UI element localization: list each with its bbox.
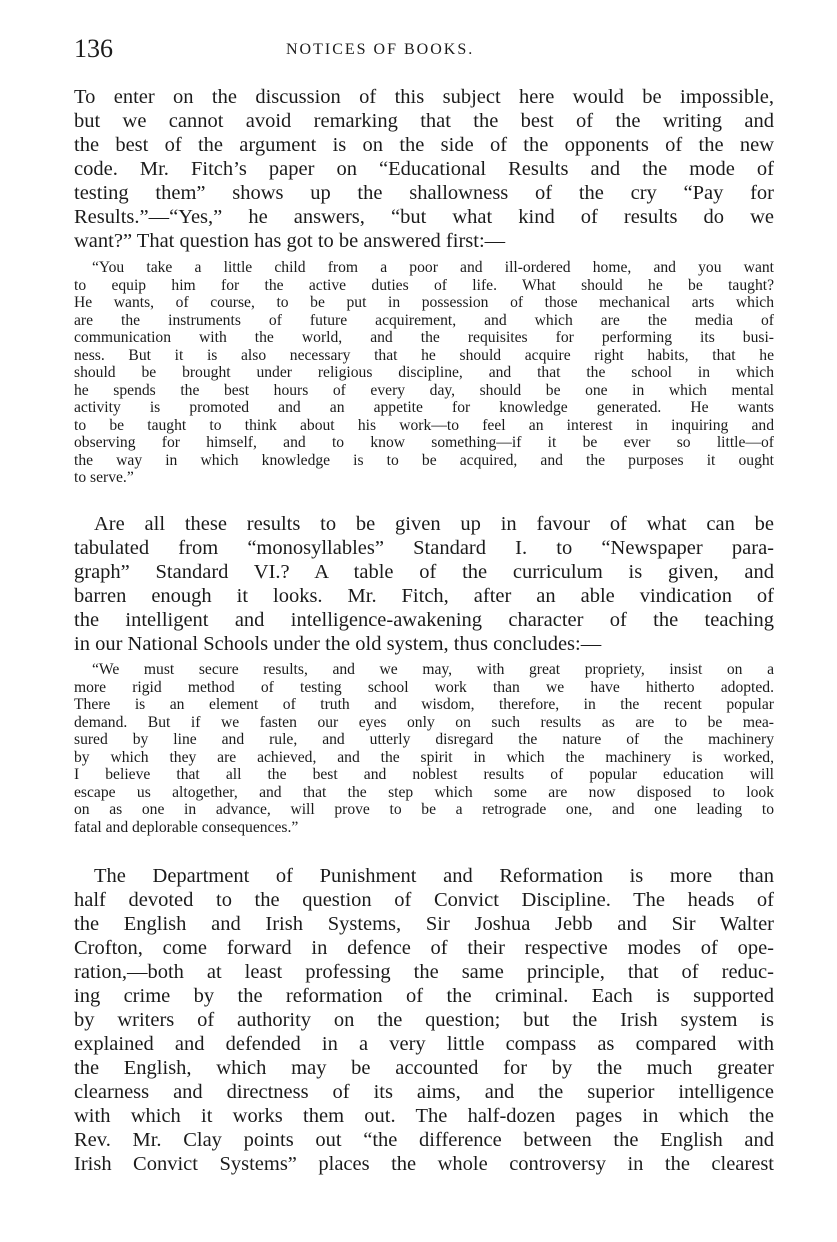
text-line: activity is promoted and an appetite for knowledge generated. He wants — [74, 399, 774, 416]
text-line: the English, which may be accounted for by the much greater — [74, 1057, 774, 1079]
text-line: tabulated from “monosyllables” Standard I. to “Newspaper para- — [74, 537, 774, 559]
text-line: to equip him for the active duties of life. What should he be taught? — [74, 276, 774, 294]
text-line: Crofton, come forward in defence of their respective modes of ope- — [74, 937, 774, 959]
text-line: by which they are achieved, and the spirit in which the machinery is worked, — [74, 748, 774, 766]
text-line: demand. But if we fasten our eyes only on such results as are to be mea- — [74, 713, 774, 731]
text-line: ing crime by the reformation of the criminal. Each is supported — [74, 985, 774, 1007]
paragraph-2 — [74, 512, 774, 656]
text-line: the intelligent and intelligence-awakening character of the teaching — [74, 609, 774, 631]
text-line: There is an element of truth and wisdom, therefore, in the recent popular — [74, 696, 774, 713]
text-line: graph” Standard VI.? A table of the curriculum is given, and — [74, 561, 774, 583]
text-line: sured by line and rule, and utterly disregard the nature of the machinery — [74, 731, 774, 748]
text-line: want?” That question has got to be answered first:— — [74, 230, 506, 252]
text-line: ness. But it is also necessary that he should acquire right habits, that he — [74, 346, 774, 364]
text-line: Results.”—“Yes,” he answers, “but what kind of results do we — [74, 206, 774, 228]
quotation-1 — [74, 259, 774, 487]
text-line: To enter on the discussion of this subject here would be impossible, — [74, 86, 774, 108]
text-line: to serve.” — [74, 469, 134, 486]
text-line: but we cannot avoid remarking that the best of the writing and — [74, 110, 774, 132]
text-line: are the instruments of future acquirement, and which are the media of — [74, 311, 774, 329]
text-line: should be brought under religious discipline, and that the school in which — [74, 364, 774, 381]
text-line: he spends the best hours of every day, should be one in which mental — [74, 381, 774, 399]
text-line: Rev. Mr. Clay points out “the difference between the English and — [74, 1129, 774, 1151]
text-line: ration,—both at least professing the same principle, that of reduc- — [74, 961, 774, 983]
text-line: He wants, of course, to be put in possession of those mechanical arts which — [74, 294, 774, 311]
text-line: The Department of Punishment and Reformation is more than — [94, 865, 774, 887]
text-line: in our National Schools under the old system, thus concludes:— — [74, 633, 602, 655]
text-line: clearness and directness of its aims, and the superior intelligence — [74, 1081, 774, 1103]
page-number: 136 — [74, 34, 113, 63]
text-line: the English and Irish Systems, Sir Joshua Jebb and Sir Walter — [74, 913, 774, 935]
text-line: to be taught to think about his work—to feel an interest in inquiring and — [74, 416, 774, 434]
running-header — [74, 34, 774, 64]
text-line: escape us altogether, and that the step which some are now disposed to look — [74, 783, 774, 801]
text-line: code. Mr. Fitch’s paper on “Educational Results and the mode of — [74, 158, 774, 180]
quotation-2 — [74, 661, 774, 836]
text-line: “You take a little child from a poor and ill-ordered home, and you want — [92, 259, 774, 276]
text-line: the best of the argument is on the side of the opponents of the new — [74, 134, 774, 156]
text-line: Irish Convict Systems” places the whole controversy in the clearest — [74, 1153, 774, 1175]
text-line: by writers of authority on the question; but the Irish system is — [74, 1009, 774, 1031]
running-title: NOTICES OF BOOKS. — [286, 41, 475, 58]
paragraph-1 — [74, 85, 774, 253]
text-line: “We must secure results, and we may, with great propriety, insist on a — [92, 661, 774, 678]
text-line: explained and defended in a very little compass as compared with — [74, 1033, 774, 1055]
text-line: more rigid method of testing school work than we have hitherto adopted. — [74, 678, 774, 696]
text-line: half devoted to the question of Convict Discipline. The heads of — [74, 889, 774, 911]
text-line: fatal and deplorable consequences.” — [74, 818, 299, 836]
text-line: Are all these results to be given up in favour of what can be — [94, 513, 774, 535]
text-line: barren enough it looks. Mr. Fitch, after an able vindication of — [74, 585, 774, 607]
text-line: testing them” shows up the shallowness of the cry “Pay for — [74, 182, 774, 204]
paragraph-3 — [74, 864, 774, 1176]
text-line: I believe that all the best and noblest results of popular education will — [74, 766, 774, 783]
text-line: the way in which knowledge is to be acquired, and the purposes it ought — [74, 451, 774, 469]
text-line: with which it works them out. The half-dozen pages in which the — [74, 1105, 774, 1127]
text-line: on as one in advance, will prove to be a retrograde one, and one leading to — [74, 801, 774, 818]
text-line: communication with the world, and the requisites for performing its busi- — [74, 329, 774, 346]
text-line: observing for himself, and to know something—if it be ever so little—of — [74, 434, 774, 451]
